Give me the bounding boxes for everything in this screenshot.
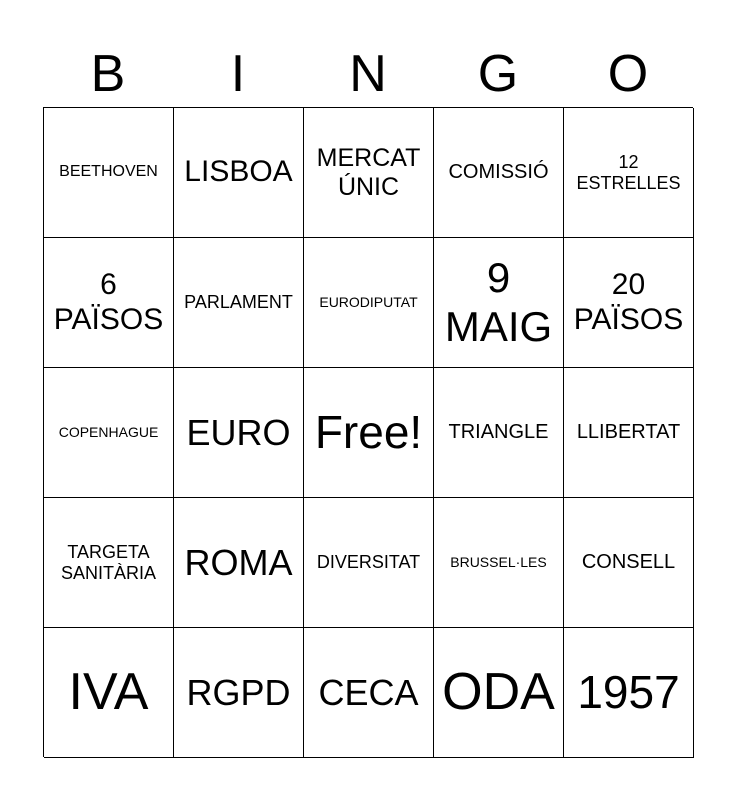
cell-text: EURO: [186, 411, 291, 453]
cell-text: TARGETA SANITÀRIA: [60, 541, 157, 583]
bingo-cell[interactable]: [174, 108, 304, 238]
bingo-cell[interactable]: [434, 498, 564, 628]
cell-text: TRIANGLE: [448, 421, 549, 443]
bingo-header: [43, 40, 693, 108]
bingo-cell[interactable]: [174, 498, 304, 628]
bingo-cell[interactable]: [434, 368, 564, 498]
cell-text: ROMA: [184, 541, 293, 583]
cell-text: MERCAT ÚNIC: [316, 143, 421, 201]
cell-text: BEETHOVEN: [59, 163, 158, 181]
bingo-cell[interactable]: [44, 628, 174, 758]
cell-text: CECA: [318, 671, 419, 713]
free-space-text: Free!: [314, 406, 423, 459]
cell-text: CONSELL: [581, 551, 676, 573]
header-letter-i: I: [230, 45, 246, 103]
bingo-cell[interactable]: [174, 628, 304, 758]
bingo-cell[interactable]: [564, 108, 694, 238]
cell-text: DIVERSITAT: [316, 552, 421, 573]
bingo-cell[interactable]: [304, 108, 434, 238]
cell-text: ODA: [442, 662, 555, 721]
bingo-cell[interactable]: [304, 628, 434, 758]
bingo-cell[interactable]: [44, 498, 174, 628]
bingo-cell[interactable]: [564, 238, 694, 368]
bingo-cell[interactable]: [434, 628, 564, 758]
bingo-cell[interactable]: [434, 108, 564, 238]
bingo-cell[interactable]: [304, 238, 434, 368]
bingo-grid: [43, 107, 693, 757]
cell-text: 6 PAÏSOS: [53, 268, 164, 336]
bingo-cell[interactable]: [564, 628, 694, 758]
bingo-cell[interactable]: [44, 108, 174, 238]
header-letter-b: B: [90, 45, 126, 103]
bingo-cell[interactable]: [174, 238, 304, 368]
cell-text: 1957: [577, 666, 680, 719]
cell-text: RGPD: [186, 671, 291, 713]
cell-text: BRUSSEL·LES: [450, 554, 547, 571]
cell-text: 20 PAÏSOS: [573, 268, 684, 336]
header-letter-n: N: [349, 45, 387, 103]
header-letter-g: G: [477, 45, 519, 103]
bingo-cell[interactable]: [174, 368, 304, 498]
bingo-cell[interactable]: [564, 498, 694, 628]
cell-text: COPENHAGUE: [58, 424, 159, 441]
cell-text: COMISSIÓ: [448, 161, 549, 183]
bingo-cell[interactable]: [44, 238, 174, 368]
cell-text: 12 ESTRELLES: [576, 151, 681, 193]
bingo-cell[interactable]: [44, 368, 174, 498]
cell-text: EURODIPUTAT: [319, 294, 418, 311]
bingo-cell[interactable]: [304, 498, 434, 628]
free-space-cell[interactable]: [304, 368, 434, 498]
cell-text: IVA: [68, 662, 149, 721]
bingo-cell[interactable]: [564, 368, 694, 498]
cell-text: PARLAMENT: [184, 292, 293, 313]
bingo-cell[interactable]: [434, 238, 564, 368]
header-letter-o: O: [607, 45, 649, 103]
cell-text: LISBOA: [184, 155, 293, 189]
cell-text: 9 MAIG: [444, 254, 553, 350]
cell-text: LLIBERTAT: [576, 421, 681, 443]
